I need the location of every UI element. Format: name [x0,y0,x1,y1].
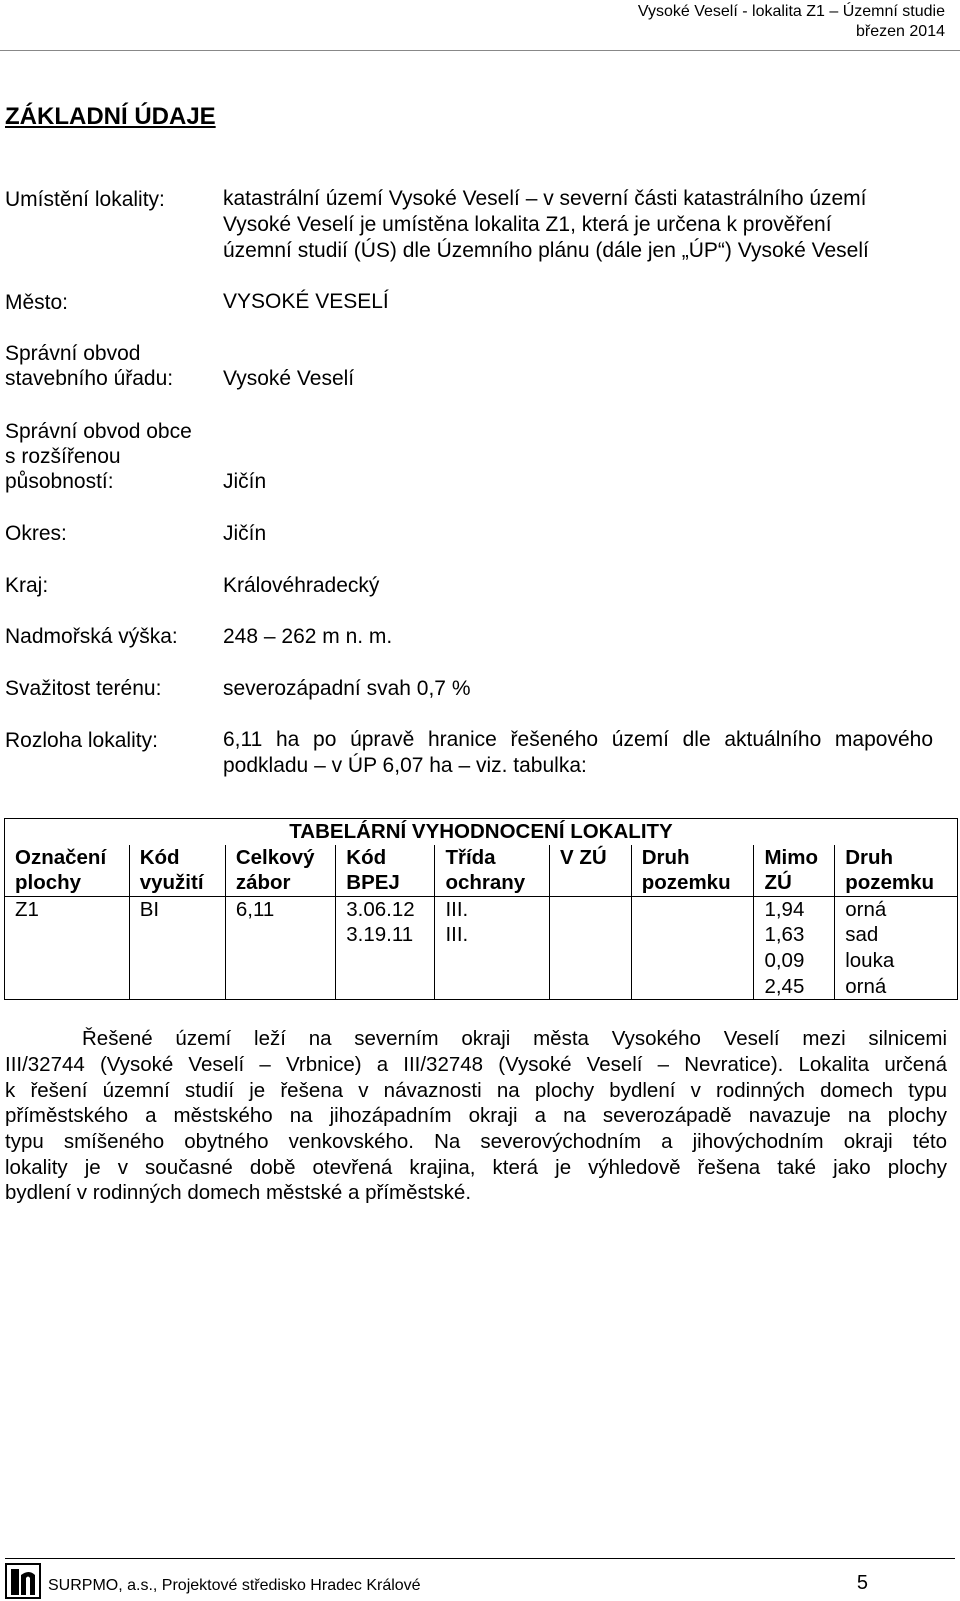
footer-company: SURPMO, a.s., Projektové středisko Hradec Králové [48,1577,421,1594]
cell-trida-ochrany: III. III. [435,896,550,999]
cell-kod-vyuziti: BI [129,896,225,999]
header-mimo-zu: Mimo ZÚ [754,845,835,897]
paragraph-line-2: III/32744 (Vysoké Veselí – Vrbnice) a III/32748 (Vysoké Veselí – Nevratice). Lokalita určená [5,1053,947,1076]
label-svazitost: Svažitost terénu: [5,677,162,700]
header-kod-bpej: Kód BPEJ [336,845,435,897]
label-nadmorska: Nadmořská výška: [5,625,178,648]
label-okres: Okres: [5,522,67,545]
cell-oznaceni: Z1 [5,896,130,999]
value-orp: Jičín [223,470,267,493]
footer-divider [5,1558,955,1559]
header-oznaceni: Označení plochy [5,845,130,897]
paragraph-line-6: lokality je v současné době otevřená krajina, která je výhledově řešena také jako plochy [5,1156,947,1179]
value-umisteni-3: územní studií (ÚS) dle Územního plánu (dále jen „ÚP“) Vysoké Veselí [223,239,869,262]
value-nadmorska: 248 – 262 m n. m. [223,625,393,648]
paragraph-line-4: příměstského a městského na jihozápadním okraji a na severozápadě navazuje na plochy [5,1104,947,1127]
cell-celkovy-zabor: 6,11 [225,896,335,999]
header-druh-pozemku-mimo: Druh pozemku [835,845,958,897]
label-mesto: Město: [5,291,69,314]
header-kod-vyuziti: Kód využití [129,845,225,897]
label-orp-3: působností: [5,470,114,493]
evaluation-table [4,818,958,1000]
header-druh-pozemku-zu: Druh pozemku [631,845,754,897]
cell-druh-pozemku-zu [631,896,754,999]
value-mesto: VYSOKÉ VESELÍ [223,290,389,313]
header-v-zu: V ZÚ [549,845,631,897]
surpmo-logo-icon [5,1563,41,1599]
label-orp-1: Správní obvod obce [5,420,192,443]
paragraph-line-1: Řešené území leží na severním okraji města Vysokého Veselí mezi silnicemi [82,1027,947,1050]
table-caption-row [5,819,958,845]
value-rozloha-1: 6,11 ha po úpravě hranice řešeného území dle aktuálního mapového [223,728,933,751]
value-spravni-obvod: Vysoké Veselí [223,367,355,390]
cell-mimo-zu: 1,94 1,63 0,09 2,45 [754,896,835,999]
header-title: Vysoké Veselí - lokalita Z1 – Územní studie [637,3,945,20]
value-kraj: Královéhradecký [223,574,380,597]
table-row [5,896,958,999]
label-spravni-obvod-2: stavebního úřadu: [5,367,174,390]
value-umisteni-2: Vysoké Veselí je umístěna lokalita Z1, která je určena k prověření [223,213,832,236]
paragraph-line-5: typu smíšeného obytného venkovského. Na severovýchodním a jihovýchodním okraji této [5,1130,947,1153]
header-celkovy-zabor: Celkový zábor [225,845,335,897]
header-divider [0,50,960,51]
value-umisteni-1: katastrální území Vysoké Veselí – v severní části katastrálního území [223,187,867,210]
header-date: březen 2014 [856,23,945,40]
label-orp-2: s rozšířenou [5,445,121,468]
cell-kod-bpej: 3.06.12 3.19.11 [336,896,435,999]
label-spravni-obvod-1: Správní obvod [5,342,141,365]
value-rozloha-2: podkladu – v ÚP 6,07 ha – viz. tabulka: [223,754,587,777]
label-rozloha: Rozloha lokality: [5,729,158,752]
paragraph-line-7: bydlení v rodinných domech městské a příměstské. [5,1181,472,1204]
section-title: ZÁKLADNÍ ÚDAJE [5,103,216,130]
value-okres: Jičín [223,522,267,545]
cell-v-zu [549,896,631,999]
paragraph-line-3: k řešení územní studií je řešena v návaznosti na plochy bydlení v rodinných domech typu [5,1079,947,1102]
label-kraj: Kraj: [5,574,49,597]
cell-druh-pozemku-mimo: orná sad louka orná [835,896,958,999]
label-umisteni: Umístění lokality: [5,188,165,211]
table-caption: TABELÁRNÍ VYHODNOCENÍ LOKALITY [5,819,958,845]
table-header-row [5,845,958,897]
value-svazitost: severozápadní svah 0,7 % [223,677,471,700]
page-number: 5 [856,1572,868,1594]
header-trida-ochrany: Třída ochrany [435,845,550,897]
